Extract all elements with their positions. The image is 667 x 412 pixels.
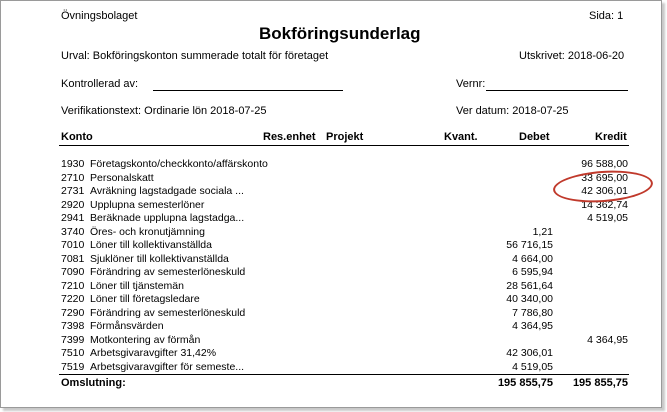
account-kredit: 96 588,00 [581, 158, 628, 170]
account-code: 2941 [61, 212, 85, 224]
account-code: 2710 [61, 171, 85, 184]
verification-text: Verifikationstext: Ordinarie lön 2018-07-25 [61, 105, 267, 117]
vernr-line [486, 90, 628, 91]
account-name: Löner till kollektivanställda [90, 239, 212, 251]
account-kredit: 4 519,05 [587, 212, 628, 224]
account-debet: 7 786,80 [512, 306, 553, 319]
account-name: Arbetsgivaravgifter 31,42% [90, 347, 217, 359]
account-name: Sjuklöner till kollektivanställda [90, 252, 229, 265]
account-debet: 28 561,64 [506, 279, 553, 292]
account-code: 7090 [61, 266, 85, 278]
account-kredit: 33 695,00 [581, 171, 628, 184]
total-debet: 195 855,75 [497, 377, 553, 389]
account-name: Beräknade upplupna lagstadga... [90, 212, 245, 224]
account-debet: 56 716,15 [506, 239, 553, 251]
account-row [1, 293, 663, 307]
col-projekt: Projekt [326, 131, 364, 143]
account-debet: 40 340,00 [506, 293, 553, 305]
account-kredit: 14 362,74 [581, 198, 628, 211]
account-code: 7290 [61, 306, 85, 319]
report-title: Bokföringsunderlag [259, 24, 421, 43]
account-code: 7510 [61, 347, 85, 359]
account-name: Motkontering av förmån [90, 333, 201, 346]
account-code: 7081 [61, 252, 85, 265]
account-debet: 1,21 [532, 225, 553, 238]
account-row [1, 280, 663, 294]
account-name: Avräkning lagstadgade sociala ... [90, 185, 244, 197]
col-konto: Konto [61, 131, 93, 143]
account-code: 7519 [61, 360, 85, 373]
account-code: 2731 [61, 185, 85, 197]
account-row [1, 253, 663, 267]
account-name: Företagskonto/checkkonto/affärskonto [90, 158, 268, 170]
account-code: 7398 [61, 320, 85, 332]
printed-date: Utskrivet: 2018-06-20 [519, 50, 625, 62]
account-row [1, 334, 663, 348]
page-number: Sida: 1 [589, 10, 624, 22]
total-rule [59, 374, 629, 375]
account-debet: 42 306,01 [506, 347, 553, 359]
account-row [1, 226, 663, 240]
account-name: Löner till företagsledare [90, 293, 200, 305]
total-label: Omslutning: [61, 377, 126, 389]
vernr-label: Vernr: [456, 78, 486, 90]
account-name: Upplupna semesterlöner [90, 198, 205, 211]
account-debet: 4 364,95 [512, 320, 553, 332]
account-name: Förändring av semesterlöneskuld [90, 306, 246, 319]
account-name: Förmånsvärden [90, 320, 164, 332]
account-code: 2920 [61, 198, 85, 211]
account-kredit: 42 306,01 [581, 185, 628, 197]
account-row [1, 347, 663, 361]
account-row [1, 320, 663, 334]
col-kvant: Kvant. [444, 131, 478, 143]
selection-text: Urval: Bokföringskonton summerade totalt för företaget [61, 50, 329, 62]
account-code: 1930 [61, 158, 85, 170]
checked-by-label: Kontrollerad av: [61, 78, 139, 90]
account-row [1, 361, 663, 375]
account-name: Personalskatt [90, 171, 154, 184]
col-debet: Debet [519, 131, 550, 143]
account-row [1, 199, 663, 213]
col-kredit: Kredit [595, 131, 627, 143]
account-name: Arbetsgivaravgifter för semeste... [90, 360, 245, 373]
account-name: Öres- och kronutjämning [90, 225, 205, 238]
account-code: 7210 [61, 279, 85, 292]
account-name: Förändring av semesterlöneskuld [90, 266, 246, 278]
account-debet: 6 595,94 [512, 266, 553, 278]
account-code: 7220 [61, 293, 85, 305]
account-code: 3740 [61, 225, 85, 238]
account-debet: 4 664,00 [512, 252, 553, 265]
checked-by-line [153, 90, 343, 91]
verification-date: Ver datum: 2018-07-25 [456, 105, 569, 117]
account-row [1, 212, 663, 226]
account-row [1, 307, 663, 321]
company-name: Övningsbolaget [61, 10, 138, 22]
total-kredit: 195 855,75 [572, 377, 628, 389]
account-kredit: 4 364,95 [587, 333, 628, 346]
account-row [1, 239, 663, 253]
account-code: 7399 [61, 333, 85, 346]
col-res-enhet: Res.enhet [263, 131, 316, 143]
account-code: 7010 [61, 239, 85, 251]
account-debet: 4 519,05 [512, 360, 553, 373]
header-rule [59, 145, 629, 146]
account-name: Löner till tjänstemän [90, 279, 184, 292]
account-row [1, 266, 663, 280]
account-row [1, 158, 663, 172]
